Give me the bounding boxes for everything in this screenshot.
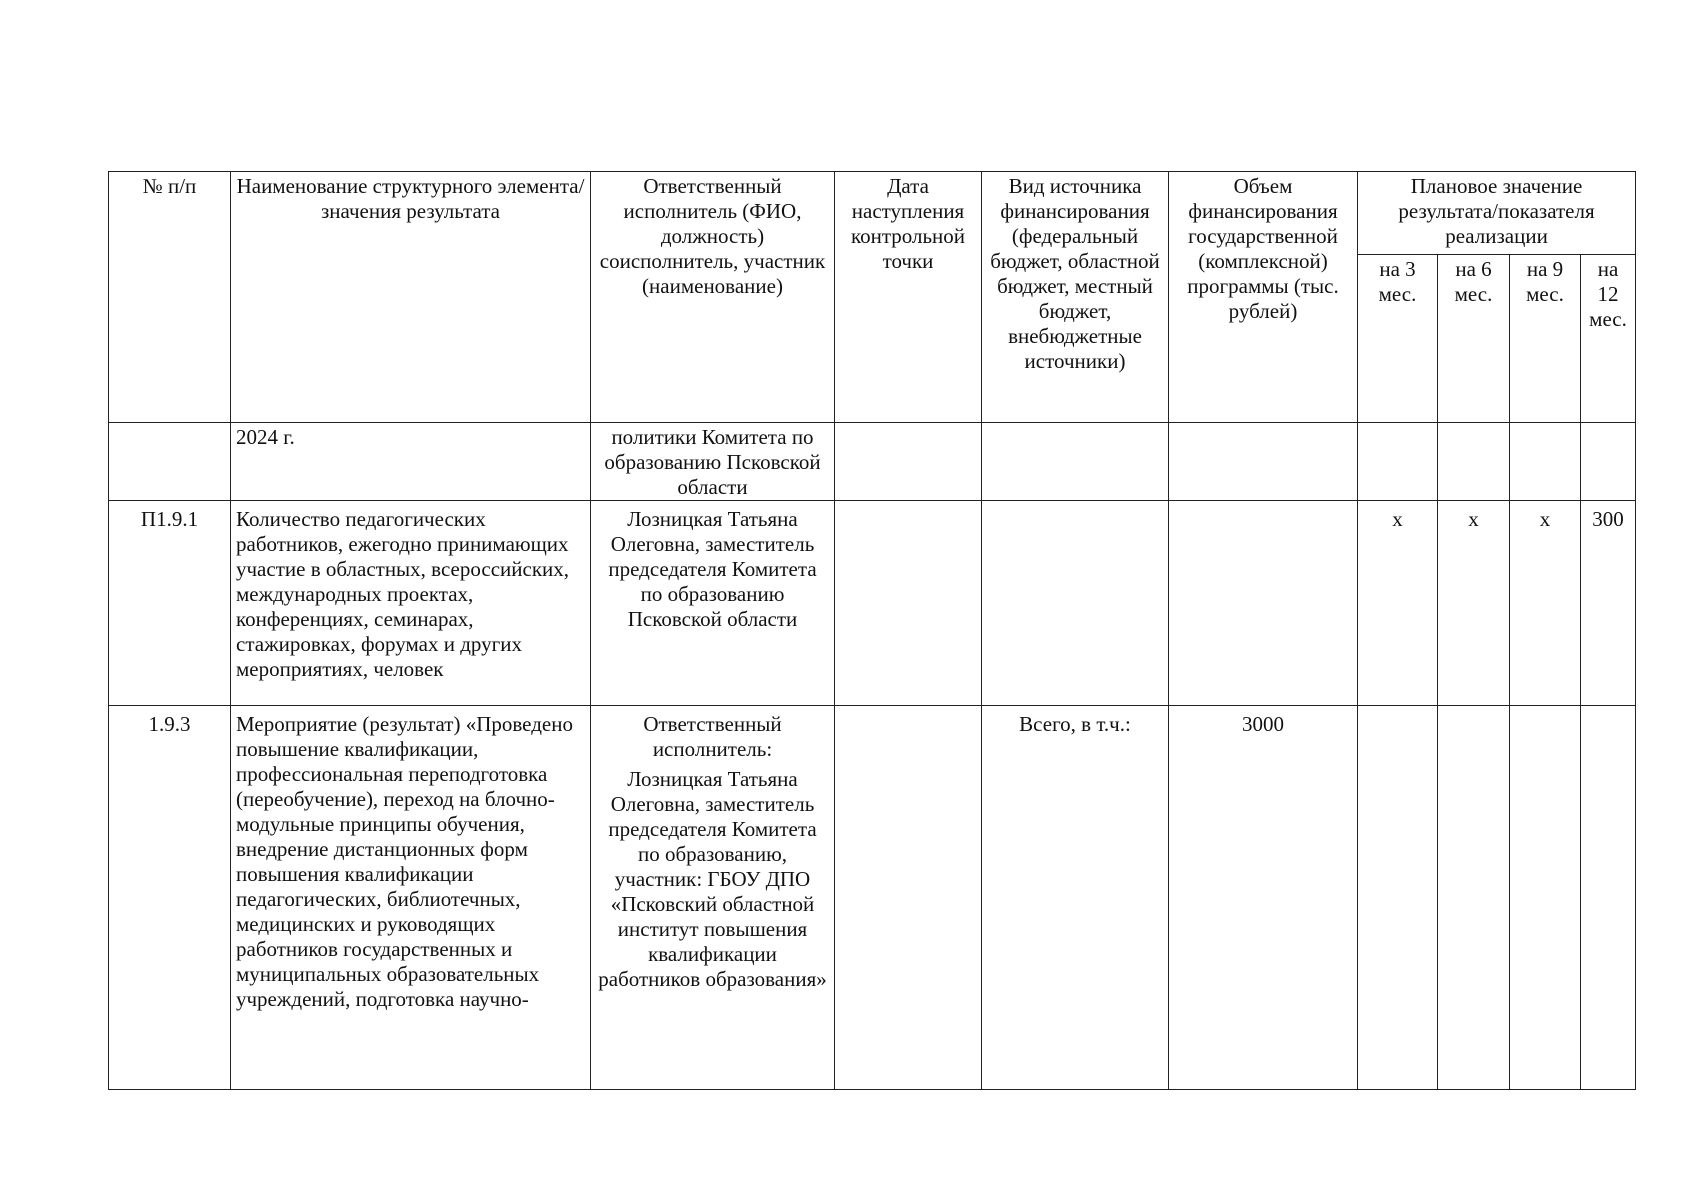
row-name: Мероприятие (результат) «Проведено повышение квалификации, профессиональная переподготовка (переобучение), переход на блочно-модульные принципы обучения, внедрение дистанционных форм повышения квалификации педагогических, библиотечных, медицинских и руководящих работников государственных и муниципальных образовательных учреждений, подготовка научно- (231, 706, 591, 1090)
row-6-months: х (1438, 501, 1510, 706)
row-9-months (1510, 706, 1581, 1090)
row-6-months (1438, 423, 1510, 501)
row-3-months: х (1358, 501, 1438, 706)
row-number: 1.9.3 (109, 706, 231, 1090)
header-plan: Плановое значение результата/показателя реализации (1358, 172, 1636, 255)
row-12-months (1581, 423, 1636, 501)
row-3-months (1358, 706, 1438, 1090)
row-3-months (1358, 423, 1438, 501)
row-volume (1169, 501, 1358, 706)
header-number: № п/п (109, 172, 231, 423)
header-12-months: на 12 мес. (1581, 255, 1636, 423)
header-name: Наименование структурного элемента/ значения результата (231, 172, 591, 423)
row-6-months (1438, 706, 1510, 1090)
row-volume (1169, 423, 1358, 501)
header-source: Вид источника финансирования (федеральный бюджет, областной бюджет, местный бюджет, внебюджетные источники) (982, 172, 1169, 423)
header-responsible: Ответственный исполнитель (ФИО, должность) соисполнитель, участник (наименование) (591, 172, 835, 423)
row-12-months: 300 (1581, 501, 1636, 706)
row-volume: 3000 (1169, 706, 1358, 1090)
table-row (109, 706, 1636, 1090)
row-name: Количество педагогических работников, ежегодно принимающих участие в областных, всероссийских, международных проектах, конференциях, семинарах, стажировках, форумах и других мероприятиях, человек (231, 501, 591, 706)
table-row (109, 423, 1636, 501)
row-responsible: Ответственный исполнитель: (643, 712, 782, 761)
row-date (835, 501, 982, 706)
row-9-months: х (1510, 501, 1581, 706)
row-responsible-cell (591, 706, 835, 1090)
row-12-months (1581, 706, 1636, 1090)
row-date (835, 706, 982, 1090)
header-3-months: на 3 мес. (1358, 255, 1438, 423)
row-source (982, 501, 1169, 706)
header-volume: Объем финансирования государственной (комплексной) программы (тыс. рублей) (1169, 172, 1358, 423)
table-row (109, 501, 1636, 706)
row-responsible-details: Лозницкая Татьяна Олеговна, заместитель председателя Комитета по образованию, участник: ГБОУ ДПО «Псковский областной институт повышения квалификации работников образования» (598, 767, 827, 991)
program-table (108, 171, 1636, 1090)
row-date (835, 423, 982, 501)
header-date: Дата наступления контрольной точки (835, 172, 982, 423)
row-responsible: Лозницкая Татьяна Олеговна, заместитель председателя Комитета по образованию Псковской области (591, 501, 835, 706)
row-9-months (1510, 423, 1581, 501)
row-number (109, 423, 231, 501)
row-source (982, 423, 1169, 501)
header-6-months: на 6 мес. (1438, 255, 1510, 423)
row-name: 2024 г. (231, 423, 591, 501)
header-9-months: на 9 мес. (1510, 255, 1581, 423)
row-responsible: политики Комитета по образованию Псковской области (591, 423, 835, 501)
row-number: П1.9.1 (109, 501, 231, 706)
row-source: Всего, в т.ч.: (982, 706, 1169, 1090)
